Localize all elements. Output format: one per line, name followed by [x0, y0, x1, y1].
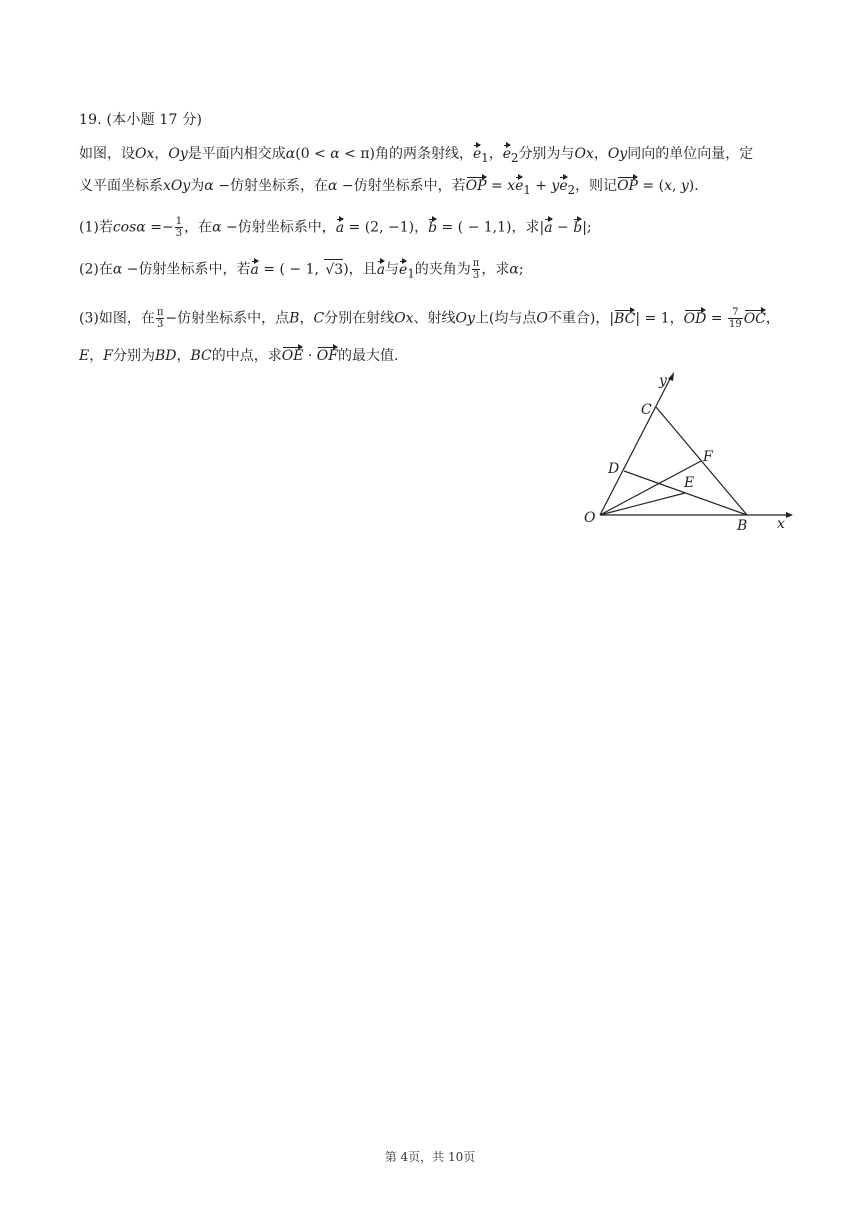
question-intro-line-2: 义平面坐标系xOy为α −仿射坐标系，在α −仿射坐标系中，若OP = $xe_1 + ye_2$，则记OP = (x, y).: [79, 178, 699, 197]
question-part-3-line-1: (3)如图，在 $\frac{\pi}{3}$ −仿射坐标系中，点B，C分别在射线Ox、射线Oy上(均与点O不重合)，|BC| = 1，OD = $\frac{7}{19}$ OC，: [79, 307, 780, 330]
question-part-1: (1)若cosα =− $\frac{1}{3}$ ，在α −仿射坐标系中，a = (2, −1)，b = ( − 1,1)，求|a − b|;: [79, 216, 592, 239]
geometry-figure: [580, 372, 800, 537]
question-title: 19. (本小题 17 分): [79, 112, 203, 128]
label-e: E: [684, 475, 695, 491]
page-footer: 第 4页，共 10页: [384, 1150, 476, 1164]
axis-y-line: [600, 377, 671, 515]
fraction-pi-over-three-2: $\frac{\pi}{3}$: [156, 307, 164, 330]
question-intro-line-1: 如图，设Ox，Oy是平面内相交成α(0 < α < π)角的两条射线，$e_1$，$e_2$分别为与Ox，Oy同向的单位向量，定: [79, 146, 754, 165]
segment-oe: [600, 493, 685, 515]
label-c: C: [641, 402, 652, 418]
fraction-one-third: $\frac{1}{3}$: [175, 216, 183, 239]
question-part-2: (2)在α −仿射坐标系中，若a = ( − 1, √3)，且a与$e_1$的夹角为 $\frac{\pi}{3}$ ，求α;: [79, 258, 524, 281]
fraction-pi-over-three: $\frac{\pi}{3}$: [472, 258, 480, 281]
label-o: O: [584, 510, 596, 526]
label-x: x: [777, 516, 785, 532]
axis-y-arrowhead: [668, 372, 674, 381]
question-part-3-line-2: E，F分别为BD，BC的中点，求OE · OF的最大值.: [79, 348, 399, 364]
label-f: F: [703, 449, 713, 465]
axis-x-arrowhead: [786, 512, 793, 518]
label-d: D: [608, 461, 620, 477]
fraction-seven-nineteenths: $\frac{7}{19}$: [728, 307, 742, 330]
label-y: y: [659, 373, 667, 389]
label-b: B: [737, 518, 748, 534]
